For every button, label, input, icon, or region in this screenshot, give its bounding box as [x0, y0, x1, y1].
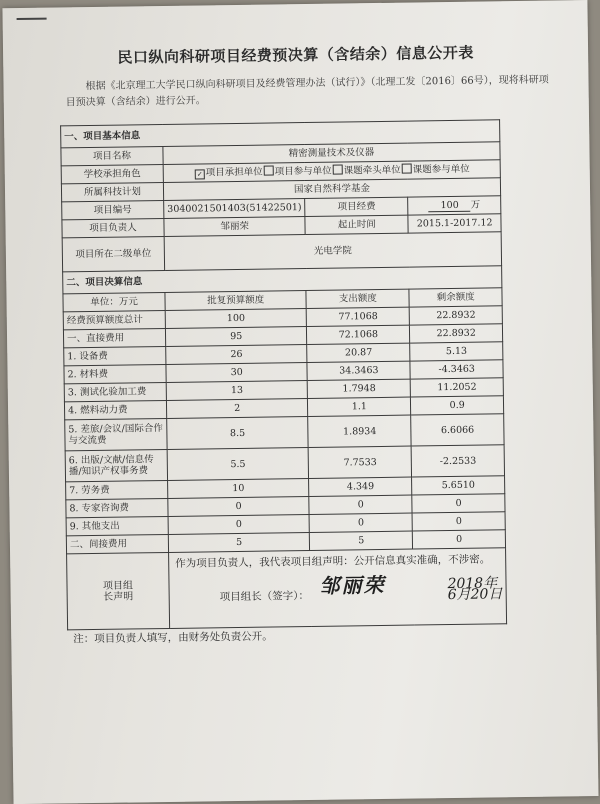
- plan-value: 国家自然科学基金: [163, 178, 500, 201]
- unit-label: 项目所在二级单位: [62, 236, 164, 271]
- budget-cell-budget: 8.5: [167, 417, 309, 450]
- checkbox: [333, 164, 343, 174]
- budget-cell-remain: 0.9: [411, 396, 504, 415]
- budget-cell-label: 5. 差旅/会议/国际合作与交流费: [65, 418, 167, 450]
- column-header-unit: 单位：万元: [63, 292, 165, 311]
- budget-cell-label: 一、直接费用: [63, 328, 165, 347]
- budget-cell-spent: 77.1068: [306, 307, 409, 326]
- budget-cell-budget: 5.5: [167, 447, 309, 480]
- leader-label: 项目负责人: [62, 218, 164, 237]
- checked-checkbox: ✓: [195, 169, 205, 179]
- section2-heading: 二、项目决算信息: [63, 266, 502, 294]
- budget-cell-budget: 2: [166, 399, 308, 419]
- budget-cell-spent: 5: [310, 531, 413, 550]
- budget-cell-label: 1. 设备费: [64, 346, 166, 365]
- budget-cell-remain: 0: [412, 494, 505, 513]
- funding-unit: 万: [470, 199, 481, 211]
- page-title: 民口纵向科研项目经费预决算（含结余）信息公开表: [117, 43, 474, 67]
- intro-paragraph: 根据《北京理工大学民口纵向科研项目及经费管理办法（试行）》（北理工发〔2016〕66号），现将科研项目预决算（含结余）进行公开。: [65, 74, 549, 109]
- checkbox: [402, 164, 412, 174]
- checkbox: [264, 165, 274, 175]
- budget-cell-label: 9. 其他支出: [66, 516, 168, 535]
- budget-cell-label: 7. 劳务费: [66, 480, 168, 499]
- funding-label: 项目经费: [305, 197, 408, 216]
- plan-label: 所属科技计划: [61, 182, 163, 201]
- budget-cell-budget: 5: [168, 532, 310, 552]
- budget-cell-remain: 22.8932: [410, 324, 503, 343]
- column-header-spent: 支出额度: [306, 289, 409, 308]
- project-name-value: 精密测量技术及仪器: [163, 142, 500, 165]
- budget-cell-label: 3. 测试化验加工费: [64, 382, 166, 401]
- budget-cell-spent: 1.7948: [308, 379, 411, 398]
- budget-cell-remain: 5.13: [410, 342, 503, 361]
- project-number-value: 3040021501403(51422501): [164, 199, 306, 219]
- budget-cell-budget: 10: [168, 478, 310, 498]
- budget-cell-label: 2. 材料费: [64, 364, 166, 383]
- budget-cell-label: 经费预算额度总计: [63, 310, 165, 329]
- declaration-text: 作为项目负责人，我代表项目组声明：公开信息真实准确，不涉密。: [175, 553, 491, 570]
- role-option-label: 项目承担单位: [205, 166, 263, 179]
- project-number-label: 项目编号: [62, 200, 164, 219]
- disclosure-table: [60, 119, 507, 630]
- budget-cell-spent: 0: [309, 513, 412, 532]
- document-page: [2, 0, 598, 804]
- budget-cell-budget: 0: [168, 514, 310, 534]
- budget-cell-remain: 11.2052: [411, 378, 504, 397]
- budget-cell-spent: 1.1: [308, 397, 411, 416]
- budget-cell-remain: 0: [413, 530, 506, 549]
- corner-mark: [17, 18, 47, 20]
- budget-cell-label: 4. 燃料动力费: [64, 400, 166, 419]
- period-value: 2015.1-2017.12: [408, 214, 501, 233]
- budget-cell-remain: 22.8932: [410, 306, 503, 325]
- budget-cell-budget: 100: [165, 309, 307, 329]
- role-option-label: 课题参与单位: [412, 163, 470, 176]
- budget-cell-spent: 1.8934: [308, 415, 411, 447]
- column-header-remain: 剩余额度: [409, 288, 502, 307]
- declaration-cell: [169, 548, 507, 629]
- unit-value: 光电学院: [164, 232, 501, 271]
- budget-cell-budget: 0: [168, 496, 310, 516]
- declaration-label: 项目组长声明: [102, 579, 134, 603]
- budget-cell-remain: -2.2533: [411, 445, 504, 477]
- budget-cell-label: 6. 出版/文献/信息传播/知识产权事务费: [65, 449, 167, 481]
- section1-heading: 一、项目基本信息: [61, 120, 500, 148]
- budget-cell-budget: 95: [165, 327, 307, 347]
- role-option-label: 项目参与单位: [274, 165, 332, 178]
- budget-cell-remain: -4.3463: [410, 360, 503, 379]
- budget-cell-spent: 20.87: [307, 343, 410, 362]
- period-label: 起止时间: [305, 215, 408, 234]
- declaration-label-cell: [67, 552, 170, 629]
- budget-cell-spent: 7.7533: [308, 446, 411, 478]
- funding-value: 100: [429, 200, 471, 213]
- column-header-budget: 批复预算额度: [165, 291, 307, 311]
- budget-cell-remain: 0: [412, 512, 505, 531]
- project-name-label: 项目名称: [61, 147, 163, 166]
- leader-value: 邹丽荣: [164, 217, 306, 237]
- budget-cell-budget: 13: [166, 381, 308, 401]
- budget-cell-budget: 26: [166, 345, 308, 365]
- role-label: 学校承担角色: [61, 164, 163, 183]
- role-option-label: 课题牵头单位: [343, 164, 401, 177]
- footnote: 注：项目负责人填写，由财务处负责公开。: [73, 630, 273, 646]
- sign-label: 项目组长（签字）：: [219, 590, 309, 604]
- budget-cell-label: 8. 专家咨询费: [66, 498, 168, 517]
- budget-cell-remain: 5.6510: [412, 476, 505, 495]
- budget-cell-budget: 30: [166, 363, 308, 383]
- handwritten-date: 2018年 6月20日: [447, 575, 503, 604]
- budget-cell-label: 二、间接费用: [66, 534, 168, 553]
- budget-cell-spent: 72.1068: [307, 325, 410, 344]
- budget-cell-remain: 6.6066: [411, 414, 504, 446]
- budget-rows: [63, 306, 505, 554]
- budget-cell-spent: 34.3463: [307, 361, 410, 380]
- handwritten-signature: 邹丽荣: [319, 572, 386, 598]
- funding-cell: [408, 196, 501, 215]
- budget-cell-spent: 4.349: [309, 477, 412, 496]
- budget-cell-spent: 0: [309, 495, 412, 514]
